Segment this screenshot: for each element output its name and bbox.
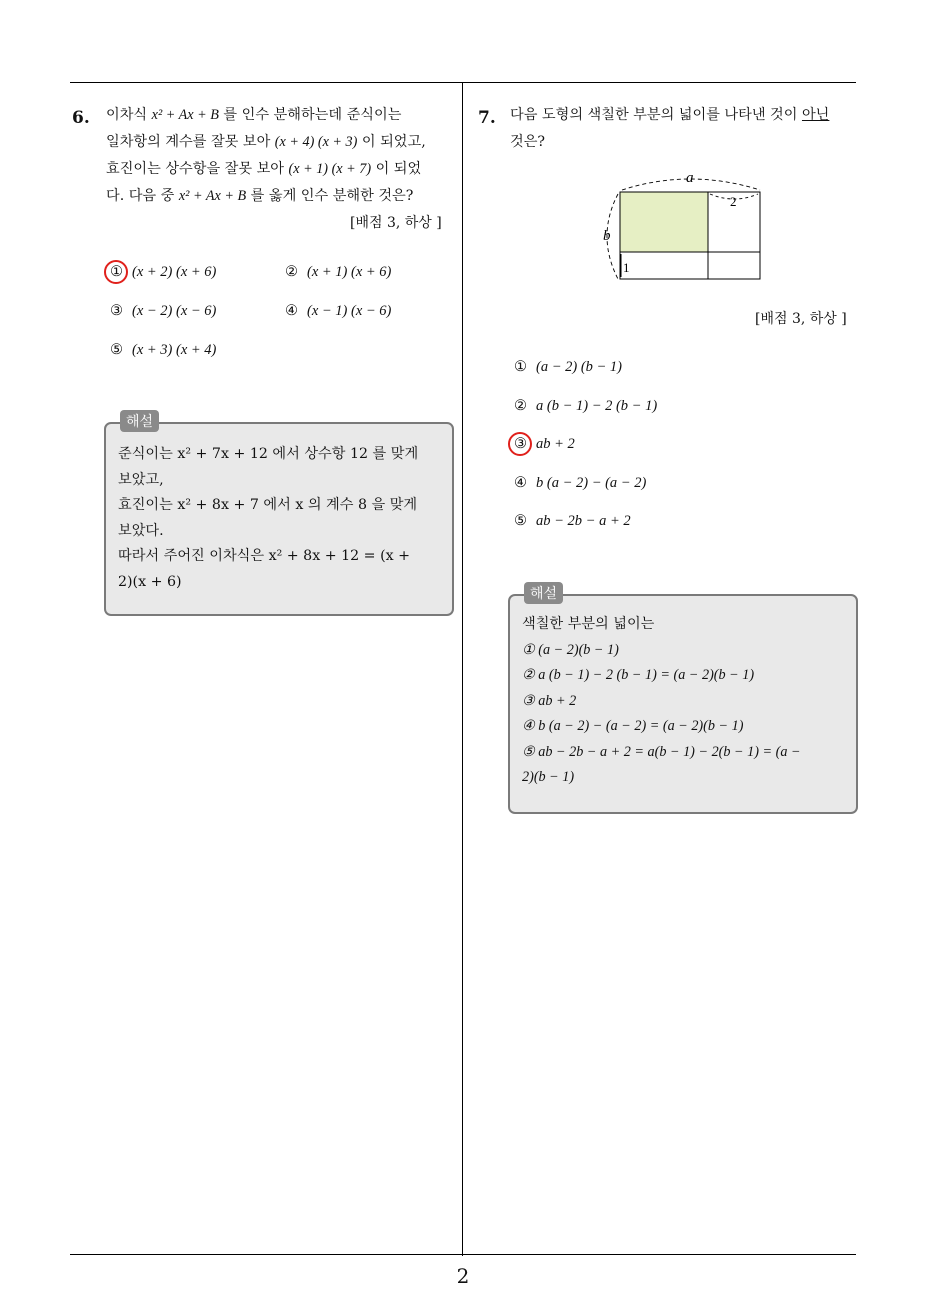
- label-a: a: [686, 170, 694, 186]
- q7-line1-pre: 다음 도형의 색칠한 부분의 넓이를 나타낸 것이: [510, 107, 802, 123]
- choice-mark: ⑤: [514, 513, 527, 529]
- q6-choice-2[interactable]: [285, 264, 391, 281]
- q7-choice-5[interactable]: [514, 513, 631, 530]
- solution-line: ④ b (a − 2) − (a − 2) = (a − 2)(b − 1): [522, 718, 744, 734]
- label-1: 1: [623, 260, 630, 275]
- choice-mark: ③: [514, 436, 527, 452]
- choice-mark: ④: [514, 475, 527, 491]
- solution-line: 효진이는 x² + 8x + 7 에서 x 의 계수 8 을 맞게: [118, 497, 418, 513]
- solution-line: 준식이는 x² + 7x + 12 에서 상수항 12 를 맞게: [118, 446, 419, 462]
- q7-choice-1[interactable]: [514, 359, 622, 376]
- q7-choice-4[interactable]: [514, 475, 646, 492]
- q6-solution-box: [104, 422, 454, 616]
- column-divider: [462, 82, 463, 1256]
- solution-line: ③ ab + 2: [522, 692, 577, 709]
- q7-choice-2[interactable]: [514, 398, 657, 415]
- q6-line2-math: (x + 4) (x + 3): [274, 134, 358, 150]
- q7-solution-box: [508, 594, 858, 814]
- label-b: b: [603, 228, 611, 244]
- q6-line4-post: 를 옳게 인수 분해한 것은?: [246, 188, 414, 204]
- question-6-line-1: [106, 102, 456, 129]
- top-rule: [70, 82, 856, 83]
- choice-mark: ③: [110, 303, 123, 319]
- choice-mark: ①: [110, 264, 123, 280]
- q6-solution-text: [118, 442, 418, 595]
- q6-line3-pre: 효진이는 상수항을 잘못 보아: [106, 161, 289, 177]
- q7-solution-tag: 해설: [524, 582, 563, 604]
- choice-text: b (a − 2) − (a − 2): [536, 475, 647, 491]
- question-7-line-2: 것은?: [510, 134, 546, 150]
- q6-line3-post: 이 되었: [371, 161, 422, 177]
- solution-line: 2)(b − 1): [522, 769, 575, 785]
- q6-line4-pre: 다. 다음 중: [106, 188, 179, 204]
- q7-choice-3[interactable]: [514, 436, 575, 453]
- question-6-line-2: [106, 129, 456, 156]
- question-6-line-4: [106, 183, 456, 210]
- q6-line3-math: (x + 1) (x + 7): [288, 161, 372, 177]
- solution-line: ① (a − 2)(b − 1): [522, 641, 619, 658]
- question-7-text: [510, 102, 860, 156]
- q6-line2-pre: 일차항의 계수를 잘못 보아: [106, 134, 275, 150]
- bottom-rule: [70, 1254, 856, 1255]
- question-7-number: 7.: [478, 108, 496, 128]
- choice-text: ab + 2: [536, 436, 575, 452]
- question-6-text: [106, 102, 456, 210]
- choice-text: a (b − 1) − 2 (b − 1): [536, 398, 658, 414]
- q7-underlined-word: 아닌: [801, 107, 830, 123]
- q6-choice-1[interactable]: [110, 264, 216, 281]
- q6-solution-tag: 해설: [120, 410, 159, 432]
- question-6-score: [배점 3, 하상 ]: [350, 215, 442, 231]
- solution-line: 따라서 주어진 이차식은 x² + 8x + 12 = (x +: [118, 548, 411, 564]
- choice-mark: ④: [285, 303, 298, 319]
- solution-line: ② a (b − 1) − 2 (b − 1) = (a − 2)(b − 1): [522, 667, 755, 683]
- solution-line: 2)(x + 6): [118, 573, 182, 590]
- q6-choice-3[interactable]: [110, 303, 216, 320]
- q7-solution-text: [522, 612, 801, 791]
- choice-text: (x − 1) (x − 6): [307, 303, 392, 319]
- question-6-line-3: [106, 156, 456, 183]
- q6-line1-post: 를 인수 분해하는데 준식이는: [218, 107, 402, 123]
- page-number: 2: [456, 1264, 470, 1288]
- choice-mark: ①: [514, 359, 527, 375]
- shaded-region: [620, 192, 708, 252]
- solution-line: 보았다.: [118, 522, 164, 539]
- solution-line: 보았고,: [118, 471, 164, 488]
- solution-line: ⑤ ab − 2b − a + 2 = a(b − 1) − 2(b − 1) = (a −: [522, 743, 801, 760]
- label-2: 2: [730, 194, 737, 209]
- choice-mark: ⑤: [110, 342, 123, 358]
- q6-choice-5[interactable]: [110, 342, 216, 359]
- q6-polynomial-1: x² + Ax + B: [151, 107, 219, 123]
- question-6-number: 6.: [72, 108, 90, 128]
- choice-mark: ②: [285, 264, 298, 280]
- q6-line1-pre: 이차식: [106, 107, 152, 123]
- rectangle-figure: [600, 168, 780, 284]
- q6-choice-4[interactable]: [285, 303, 391, 320]
- solution-line: 색칠한 부분의 넓이는: [522, 616, 655, 632]
- choice-text: (x + 1) (x + 6): [307, 264, 392, 280]
- question-7-line-1: [510, 102, 860, 129]
- choice-text: (x + 2) (x + 6): [132, 264, 217, 280]
- choice-text: ab − 2b − a + 2: [536, 513, 631, 529]
- choice-mark: ②: [514, 398, 527, 414]
- q6-line2-post: 이 되었고,: [357, 134, 426, 150]
- question-7-score: [배점 3, 하상 ]: [755, 311, 847, 327]
- choice-text: (x − 2) (x − 6): [132, 303, 217, 319]
- choice-text: (x + 3) (x + 4): [132, 342, 217, 358]
- choice-text: (a − 2) (b − 1): [536, 359, 623, 375]
- q6-polynomial-2: x² + Ax + B: [178, 188, 247, 204]
